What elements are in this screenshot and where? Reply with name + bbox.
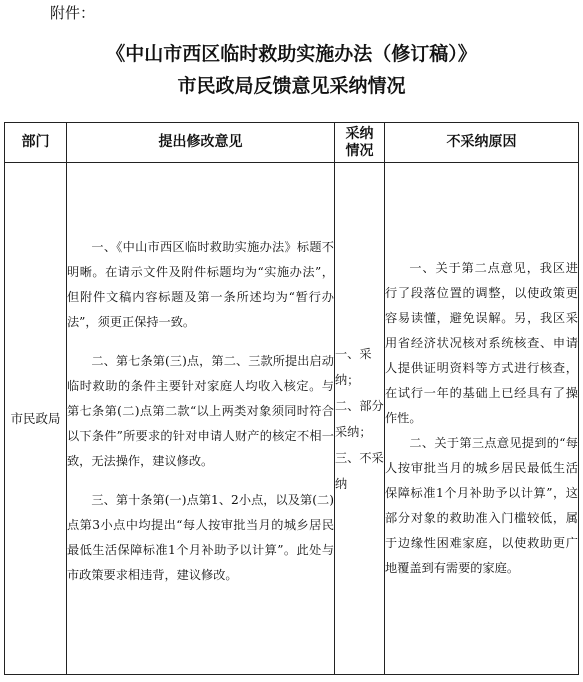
opinion-item-2: 二、第七条第(三)点，第二、三款所提出启动临时救助的条件主要针对家庭人均收入核定。与第七条第(二)点第二款“以上两类对象须同时符合以下条件”所要求的针对申请人财产的核定不相一致，无法操作，建议修改。: [67, 354, 334, 468]
adoption-status-1: 一、采纳；: [335, 346, 372, 387]
header-department: 部门: [5, 123, 67, 163]
adoption-status-3: 三、不采纳: [335, 450, 384, 491]
header-adoption: [335, 123, 385, 163]
document-title: 《中山市西区临时救助实施办法（修订稿）》: [106, 43, 477, 65]
reason-item-2: 二、关于第三点意见提到的“每人按审批当月的城乡居民最低生活保障标准1个月补助予以计算”，这部分对象的救助准入门槛较低，属于边缘性困难家庭，以使救助更广地覆盖到有需要的家庭。: [385, 436, 578, 575]
table-header-row: [5, 123, 579, 163]
opinion-item-3: 三、第十条第(一)点第1、2小点，以及第(二)点第3小点中均提出“每人按审批当月的城乡居民最低生活保障标准1个月补助予以计算”。此处与市政策要求相违背，建议修改。: [67, 493, 334, 582]
header-opinions: 提出修改意见: [67, 123, 335, 163]
document-subtitle: 市民政局反馈意见采纳情况: [177, 75, 406, 97]
opinions-cell: [67, 163, 335, 675]
table-row: [5, 163, 579, 675]
header-adoption-line1: 采纳: [345, 125, 374, 142]
attachment-label: 附件：: [50, 4, 96, 22]
header-adoption-line2: 情况: [345, 142, 374, 159]
feedback-table: [4, 122, 579, 675]
department-cell: 市民政局: [5, 163, 67, 675]
reason-item-1: 一、关于第二点意见，我区进行了段落位置的调整，以使政策更容易读懂，避免误解。另，我区采用省经济状况核对系统核查、申请人提供证明资料等方式进行核查，在试行一年的基础上已经具有了操作性。: [385, 261, 578, 425]
header-reasons: 不采纳原因: [385, 123, 579, 163]
adoption-status-2: 二、部分采纳；: [335, 398, 384, 439]
adoption-status-cell: [335, 163, 385, 675]
reasons-cell: [385, 163, 579, 675]
opinion-item-1: 一、《中山市西区临时救助实施办法》标题不明晰。在请示文件及附件标题均为“实施办法”，但附件文稿内容标题及第一条所述均为“暂行办法”，须更正保持一致。: [67, 240, 334, 329]
